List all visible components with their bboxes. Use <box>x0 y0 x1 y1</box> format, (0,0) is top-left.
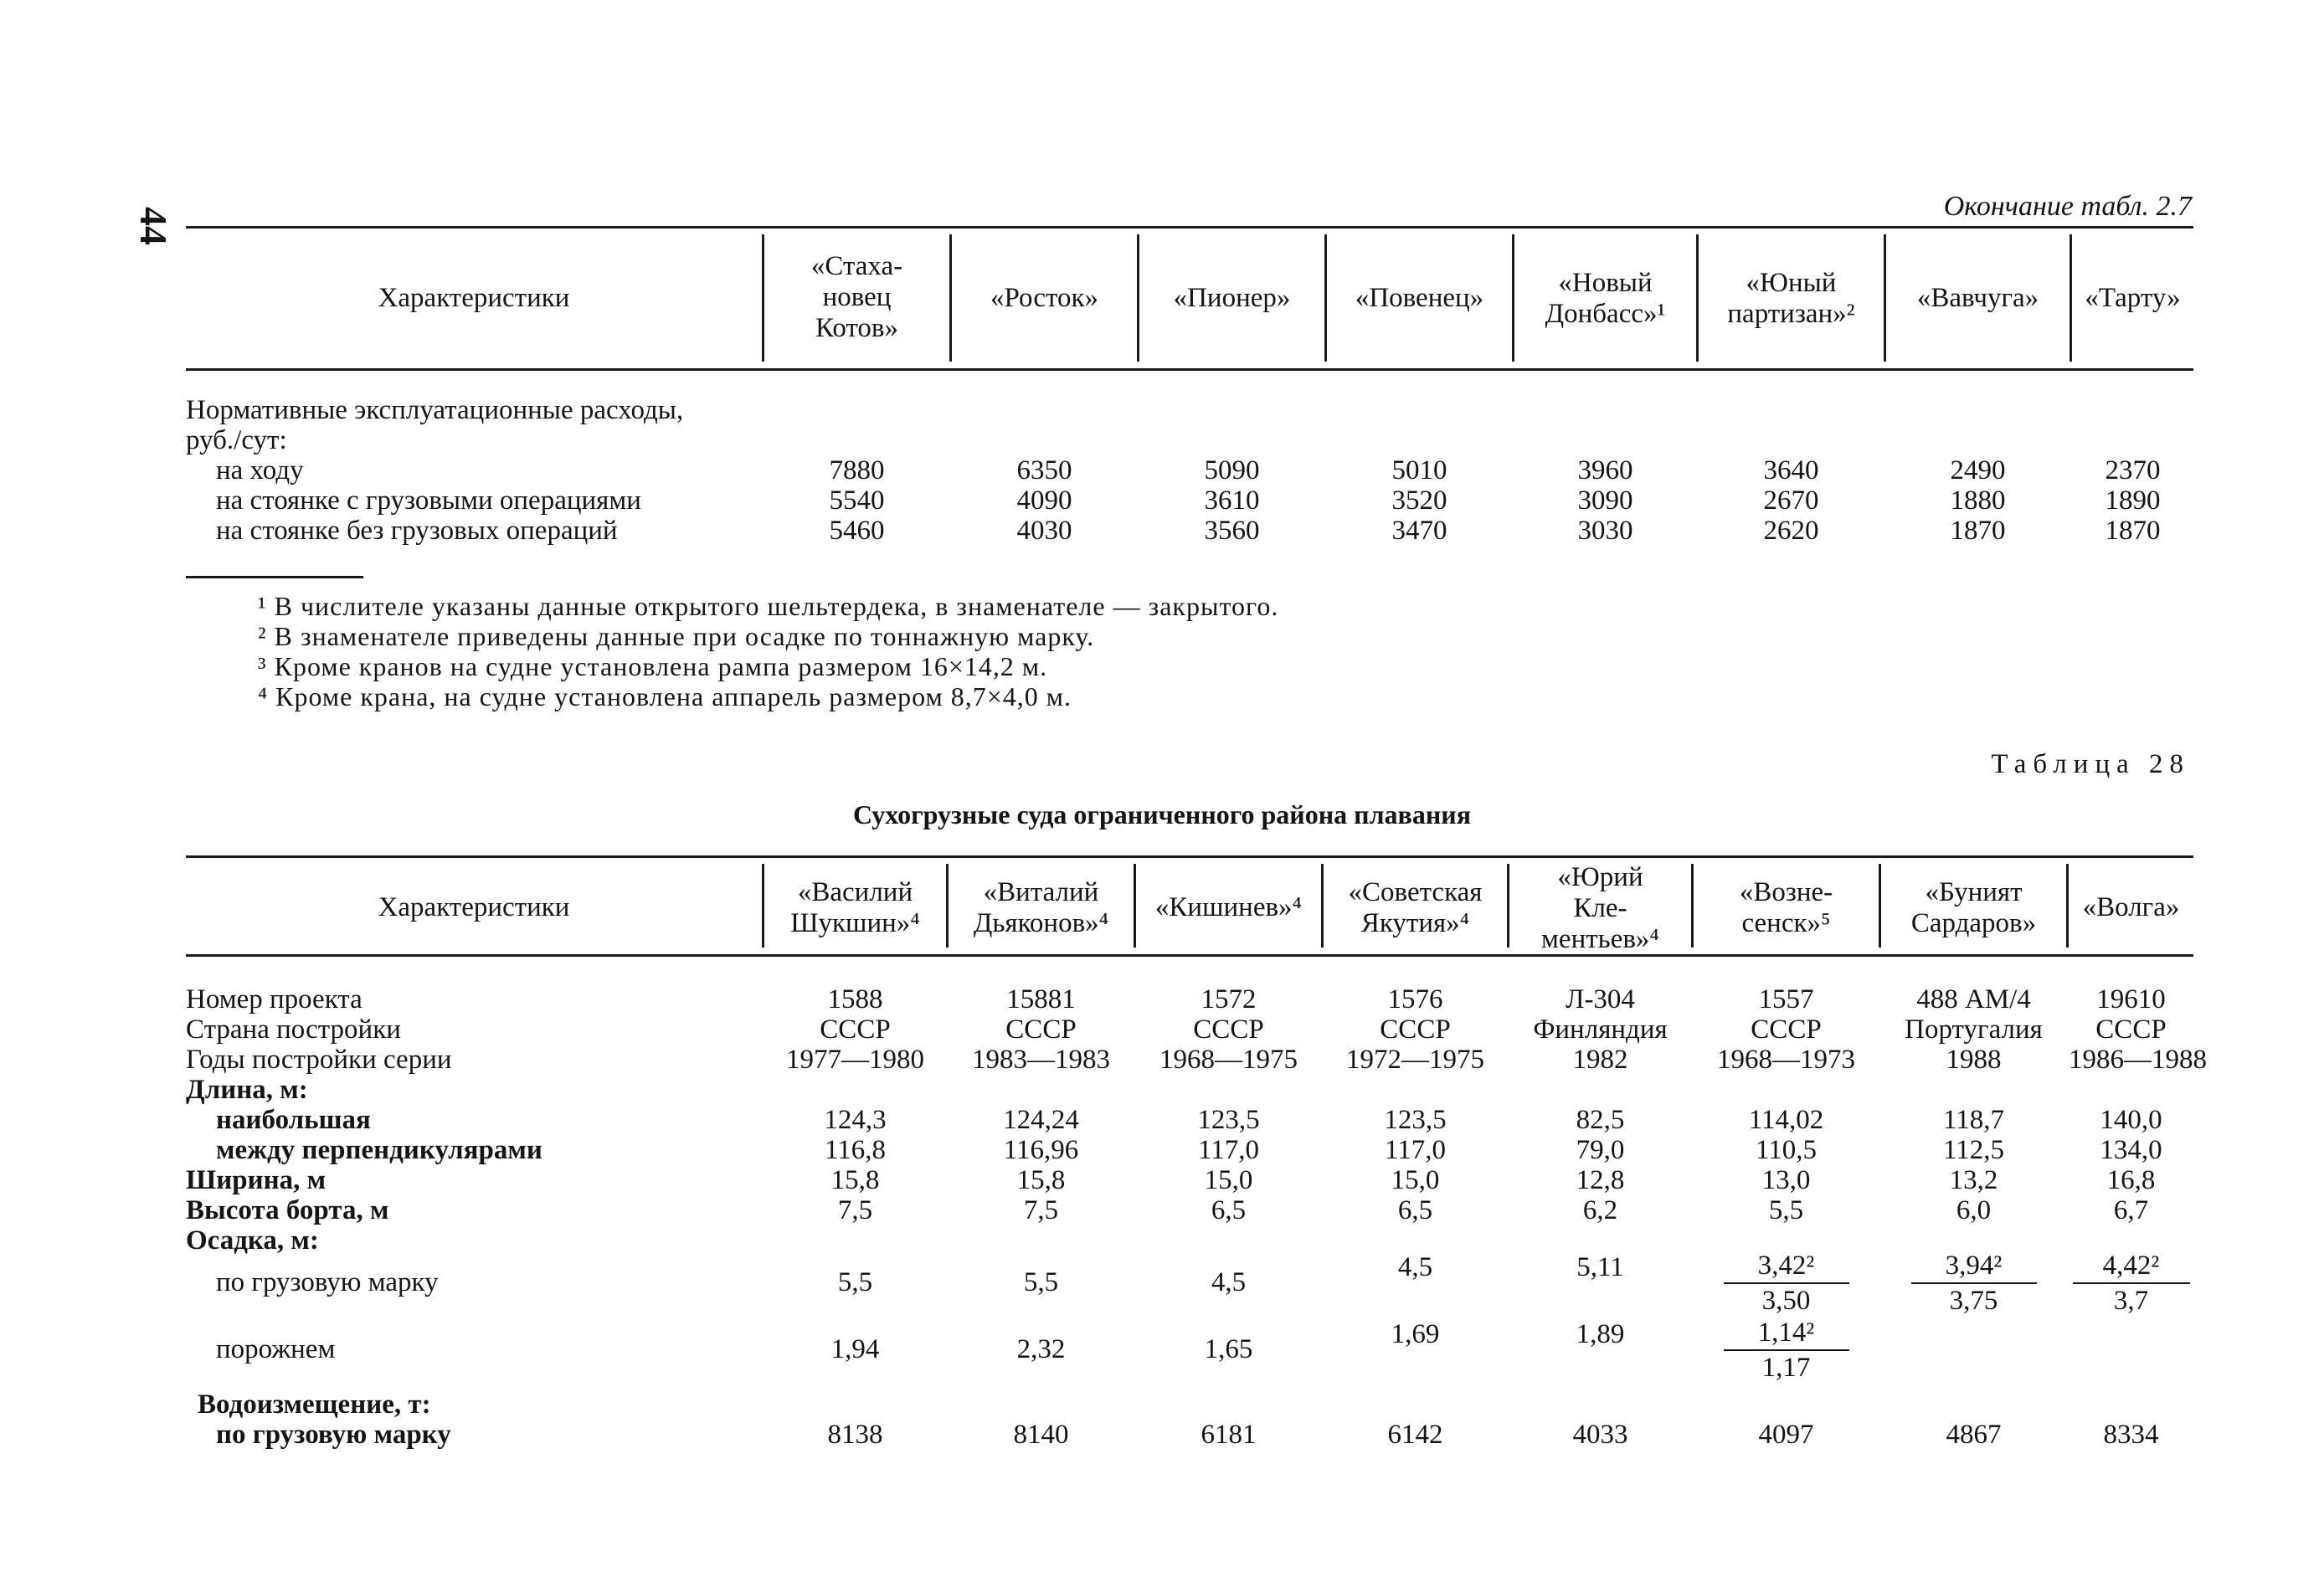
table-1-cell: 3520 <box>1391 485 1447 516</box>
table-28-cell: 118,7 <box>1942 1105 2005 1135</box>
table-28-cell: 6,7 <box>2113 1195 2149 1225</box>
table-28-col-6-header: «Возне- сенск»⁵ <box>1739 877 1833 938</box>
table-28-row-label: между перпендикулярами <box>216 1135 542 1165</box>
table-28-cell: 5,5 <box>1768 1195 1804 1225</box>
table-28-row-label: по грузовую марку <box>216 1267 439 1297</box>
table-28-col-5-header: «Юрий Кле- ментьев»⁴ <box>1541 862 1659 954</box>
table-28-cell: 1572 <box>1201 984 1257 1014</box>
footnote-rule <box>186 576 363 578</box>
table-1-cell: 3640 <box>1763 455 1819 485</box>
table-28-cell: 7,5 <box>1023 1195 1059 1225</box>
table-28-cell: 5,5 <box>837 1267 873 1297</box>
table-28-cell: 110,5 <box>1755 1135 1818 1165</box>
table-28-cell: 117,0 <box>1197 1135 1260 1165</box>
table-1-cell: 3030 <box>1577 516 1633 546</box>
table-1-cell: 5090 <box>1204 455 1260 485</box>
table-1-section-label: Нормативные эксплуатационные расходы, <box>186 395 684 425</box>
table-28-col-8-header: «Волга» <box>2082 892 2180 922</box>
table-28-cell: 15,0 <box>1204 1165 1253 1195</box>
table-28-row-label: Водоизмещение, т: <box>198 1389 431 1420</box>
table-1-cell: 1870 <box>2105 516 2161 546</box>
table-28-cell: 1588 <box>827 984 883 1014</box>
table-28-cell: СССР <box>1005 1014 1077 1045</box>
table-28-cell: 8334 <box>2103 1420 2159 1450</box>
table-28-cell: 5,5 <box>1023 1267 1059 1297</box>
table-28-cell: Португалия <box>1905 1014 2043 1045</box>
table-28-cell: 1,65 <box>1204 1334 1253 1364</box>
table-1-cell: 5460 <box>829 516 885 546</box>
table-28-col-2-header: «Виталий Дьяконов»⁴ <box>973 877 1109 938</box>
table-28-row-label: Номер проекта <box>186 984 362 1014</box>
table-1-col-5-header: «Новый Донбасс»¹ <box>1545 268 1666 329</box>
table-1-cell: 2370 <box>2105 455 2161 485</box>
table-28-cell: 1972—1975 <box>1346 1045 1484 1075</box>
table-1-row-label: на ходу <box>216 455 304 485</box>
table-28-row-label: Годы постройки серии <box>186 1045 452 1075</box>
table-28-cell: 4867 <box>1946 1420 2002 1450</box>
table-1-cell: 4030 <box>1016 516 1072 546</box>
table-28-cell: 6,2 <box>1582 1195 1618 1225</box>
table-28-cell: 82,5 <box>1576 1105 1625 1135</box>
table-28-cell: СССР <box>2095 1014 2167 1045</box>
table-28-row-label: наибольшая <box>216 1105 371 1135</box>
table-1-row-label: на стоянке с грузовыми операциями <box>216 485 641 516</box>
table-28-fraction: 1,14² 1,17 <box>1694 1317 1879 1383</box>
table-28-cell: 1983—1983 <box>972 1045 1110 1075</box>
table-1-col-2-header: «Росток» <box>990 283 1099 313</box>
table-28-cell: 13,0 <box>1761 1165 1811 1195</box>
table-28-row-label: по грузовую марку <box>216 1420 451 1450</box>
table-28-cell: 12,8 <box>1576 1165 1625 1195</box>
table-28-cell: 1,94 <box>830 1334 880 1364</box>
table-1-col-7-header: «Вавчуга» <box>1916 283 2039 313</box>
table-1-cell: 1870 <box>1950 516 2006 546</box>
table-28-cell: 1977—1980 <box>786 1045 924 1075</box>
table-28-cell: 1968—1975 <box>1159 1045 1298 1075</box>
table-28-cell: 124,3 <box>824 1105 887 1135</box>
table-1-col-4-header: «Повенец» <box>1355 283 1484 313</box>
table-28-cell: 1982 <box>1572 1045 1628 1075</box>
table-28-cell: 7,5 <box>837 1195 873 1225</box>
table-28-cell: 4,5 <box>1397 1252 1433 1282</box>
table-1-row-label: на стоянке без грузовых операций <box>216 516 618 546</box>
table-1-cell: 1890 <box>2105 485 2161 516</box>
table-28-header-rule <box>186 954 2193 957</box>
table-28-fraction: 3,94² 3,75 <box>1881 1251 2066 1316</box>
table-1-cell: 3090 <box>1577 485 1633 516</box>
table-28-row-label: Длина, м: <box>186 1075 308 1105</box>
table-28-cell: 15,8 <box>830 1165 880 1195</box>
table-1-col-1-header: «Стаха- новец Котов» <box>810 251 903 343</box>
table-28-cell: 1988 <box>1946 1045 2002 1075</box>
table-1-section-label-units: руб./сут: <box>186 425 287 455</box>
table-1-top-rule <box>186 226 2193 229</box>
table-1-cell: 5540 <box>829 485 885 516</box>
table-1-cell: 3560 <box>1204 516 1260 546</box>
table-28-cell: 117,0 <box>1384 1135 1447 1165</box>
table-1-cell: 6350 <box>1016 455 1072 485</box>
table-28-col-3-header: «Кишинев»⁴ <box>1154 892 1303 922</box>
table-28-cell: 79,0 <box>1576 1135 1625 1165</box>
table-28-cell: СССР <box>820 1014 891 1045</box>
table-1-col-6-header: «Юный партизан»² <box>1727 268 1855 329</box>
footnote-2: ² В знаменателе приведены данные при осадке по тоннажную марку. <box>258 621 1095 651</box>
table-28-cell: 114,02 <box>1748 1105 1824 1135</box>
footnote-3: ³ Кроме кранов на судне установлена рампа размером 16×14,2 м. <box>258 651 1048 681</box>
table-28-top-rule <box>186 855 2193 858</box>
table-28-cell: 1,89 <box>1576 1319 1625 1349</box>
footnote-1: ¹ В числителе указаны данные открытого шельтердека, в знаменателе — закрытого. <box>258 591 1279 621</box>
table-28-cell: 140,0 <box>2100 1105 2162 1135</box>
table-1-cell: 7880 <box>829 455 885 485</box>
table-28-cell: Л-304 <box>1566 984 1635 1014</box>
table-28-cell: 6142 <box>1387 1420 1443 1450</box>
table-1-cell: 3610 <box>1204 485 1260 516</box>
table-28-cell: СССР <box>1193 1014 1264 1045</box>
table-28-header-label: Характеристики <box>378 892 570 922</box>
table-1-cell: 5010 <box>1391 455 1447 485</box>
table-28-cell: 123,5 <box>1384 1105 1447 1135</box>
table-28-cell: 15,8 <box>1016 1165 1066 1195</box>
table-28-cell: 124,24 <box>1003 1105 1079 1135</box>
table-28-cell: 123,5 <box>1197 1105 1260 1135</box>
table-1-cell: 2620 <box>1763 516 1819 546</box>
table-continuation-caption: Окончание табл. 2.7 <box>1943 191 2192 222</box>
table-28-cell: 8138 <box>827 1420 883 1450</box>
table-28-row-label: Высота борта, м <box>186 1195 389 1225</box>
table-28-col-1-header: «Василий Шукшин»⁴ <box>790 877 920 938</box>
table-28-cell: 16,8 <box>2106 1165 2156 1195</box>
table-1-cell: 2670 <box>1763 485 1819 516</box>
table-1-cell: 3960 <box>1577 455 1633 485</box>
table-28-cell: 4097 <box>1758 1420 1814 1450</box>
table-1-col-8-header: «Тарту» <box>2085 283 2181 313</box>
table-28-cell: 15,0 <box>1391 1165 1440 1195</box>
table-28-cell: 488 АМ/4 <box>1916 984 2031 1014</box>
table-28-cell: 6,5 <box>1397 1195 1433 1225</box>
table-28-cell: 134,0 <box>2100 1135 2162 1165</box>
table-28-cell: 4033 <box>1572 1420 1628 1450</box>
table-28-fraction: 4,42² 3,7 <box>2069 1251 2193 1316</box>
table-28-cell: 13,2 <box>1949 1165 1998 1195</box>
table-28-col-7-header: «Буният Сардаров» <box>1910 877 2037 938</box>
table-1-header-rule <box>186 368 2193 371</box>
table-28-cell: Финляндия <box>1533 1014 1668 1045</box>
table-28-cell: 1576 <box>1387 984 1443 1014</box>
table-28-row-label: Осадка, м: <box>186 1225 319 1256</box>
table-28-cell: 1,69 <box>1391 1319 1440 1349</box>
table-28-cell: 1986—1988 <box>2069 1045 2207 1075</box>
table-1-cell: 4090 <box>1016 485 1072 516</box>
table-28-cell: 8140 <box>1013 1420 1069 1450</box>
table-28-row-label: порожнем <box>216 1334 336 1364</box>
table-28-cell: 116,8 <box>824 1135 887 1165</box>
table-28-cell: 15881 <box>1006 984 1076 1014</box>
table-1-cell: 2490 <box>1950 455 2006 485</box>
table-28-fraction: 3,42² 3,50 <box>1694 1251 1879 1316</box>
table-28-cell: СССР <box>1751 1014 1822 1045</box>
table-28-col-4-header: «Советская Якутия»⁴ <box>1348 877 1483 938</box>
page-number: 44 <box>132 207 175 245</box>
table-28-cell: 6,0 <box>1956 1195 1992 1225</box>
table-28-cell: 112,5 <box>1942 1135 2005 1165</box>
table-1-cell: 1880 <box>1950 485 2006 516</box>
table-28-title: Сухогрузные суда ограниченного района плавания <box>852 799 1472 830</box>
table-28-number: Таблица 28 <box>1991 749 2190 779</box>
table-28-cell: 6,5 <box>1211 1195 1247 1225</box>
table-1-col-3-header: «Пионер» <box>1173 283 1291 313</box>
table-28-cell: 1557 <box>1758 984 1814 1014</box>
table-28-cell: 1968—1973 <box>1717 1045 1855 1075</box>
table-28-cell: 6181 <box>1201 1420 1257 1450</box>
table-28-cell: СССР <box>1380 1014 1451 1045</box>
table-28-cell: 19610 <box>2096 984 2166 1014</box>
table-1-cell: 3470 <box>1391 516 1447 546</box>
footnote-4: ⁴ Кроме крана, на судне установлена аппарель размером 8,7×4,0 м. <box>258 681 1072 711</box>
table-28-cell: 2,32 <box>1016 1334 1066 1364</box>
table-28-cell: 5,11 <box>1576 1252 1624 1282</box>
table-28-cell: 116,96 <box>1003 1135 1079 1165</box>
table-1-header-label: Характеристики <box>378 283 570 313</box>
table-28-cell: 4,5 <box>1211 1267 1247 1297</box>
table-28-row-label: Ширина, м <box>186 1165 326 1195</box>
table-28-row-label: Страна постройки <box>186 1014 401 1045</box>
